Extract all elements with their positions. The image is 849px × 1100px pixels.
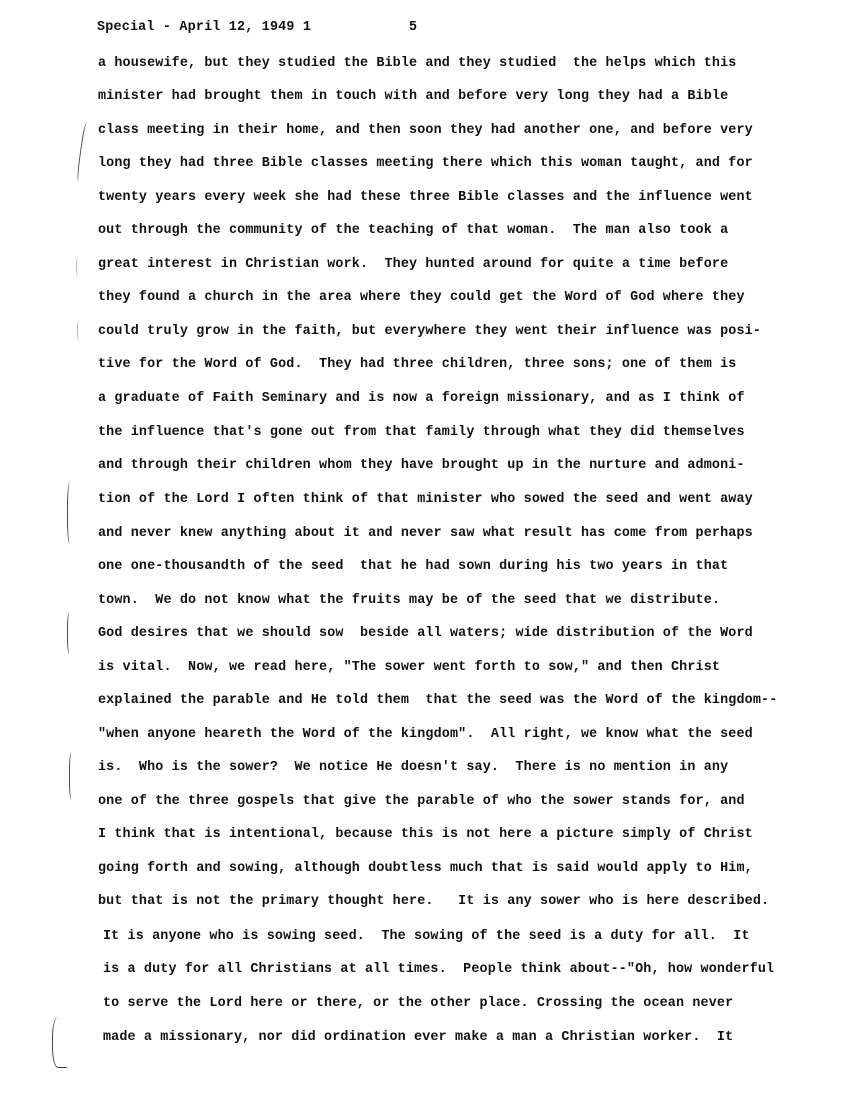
text-line: God desires that we should sow beside all waters; wide distribution of the Word xyxy=(98,626,753,641)
text-line: class meeting in their home, and then soon they had another one, and before very xyxy=(98,123,753,138)
text-line: and through their children whom they have brought up in the nurture and admoni- xyxy=(98,458,745,473)
text-line: minister had brought them in touch with and before very long they had a Bible xyxy=(98,89,729,104)
text-line: explained the parable and He told them that the seed was the Word of the kingdom-- xyxy=(98,693,778,708)
text-line: great interest in Christian work. They hunted around for quite a time before xyxy=(98,257,729,272)
text-line: one one-thousandth of the seed that he had sown during his two years in that xyxy=(98,559,729,574)
header-label: Special - April 12, 1949 1 xyxy=(97,20,312,35)
text-line: they found a church in the area where they could get the Word of God where they xyxy=(98,290,745,305)
text-line: made a missionary, nor did ordination ever make a man a Christian worker. It xyxy=(103,1030,734,1045)
text-line: one of the three gospels that give the parable of who the sower stands for, and xyxy=(98,794,745,809)
text-line: and never knew anything about it and never saw what result has come from perhaps xyxy=(98,526,753,541)
text-line: It is anyone who is sowing seed. The sowing of the seed is a duty for all. It xyxy=(103,929,750,944)
text-line: tive for the Word of God. They had three children, three sons; one of them is xyxy=(98,357,737,372)
text-line: town. We do not know what the fruits may be of the seed that we distribute. xyxy=(98,593,721,608)
text-line: going forth and sowing, although doubtless much that is said would apply to Him, xyxy=(98,861,753,876)
text-line: a housewife, but they studied the Bible and they studied the helps which this xyxy=(98,56,737,71)
text-line: is vital. Now, we read here, "The sower went forth to sow," and then Christ xyxy=(98,660,721,675)
text-line: but that is not the primary thought here. It is any sower who is here described. xyxy=(98,894,770,909)
text-line: "when anyone heareth the Word of the kingdom". All right, we know what the seed xyxy=(98,727,753,742)
text-line: the influence that's gone out from that family through what they did themselves xyxy=(98,425,745,440)
text-line: a graduate of Faith Seminary and is now a foreign missionary, and as I think of xyxy=(98,391,745,406)
text-line: to serve the Lord here or there, or the other place. Crossing the ocean never xyxy=(103,996,734,1011)
text-line: I think that is intentional, because this is not here a picture simply of Christ xyxy=(98,827,753,842)
text-line: long they had three Bible classes meeting there which this woman taught, and for xyxy=(98,156,753,171)
text-line: twenty years every week she had these three Bible classes and the influence went xyxy=(98,190,753,205)
page-number: 5 xyxy=(409,20,418,35)
text-line: is a duty for all Christians at all times. People think about--"Oh, how wonderful xyxy=(103,962,775,977)
text-line: tion of the Lord I often think of that minister who sowed the seed and went away xyxy=(98,492,753,507)
text-line: is. Who is the sower? We notice He doesn't say. There is no mention in any xyxy=(98,760,729,775)
text-line: out through the community of the teaching of that woman. The man also took a xyxy=(98,223,729,238)
text-line: could truly grow in the faith, but everywhere they went their influence was posi- xyxy=(98,324,762,339)
